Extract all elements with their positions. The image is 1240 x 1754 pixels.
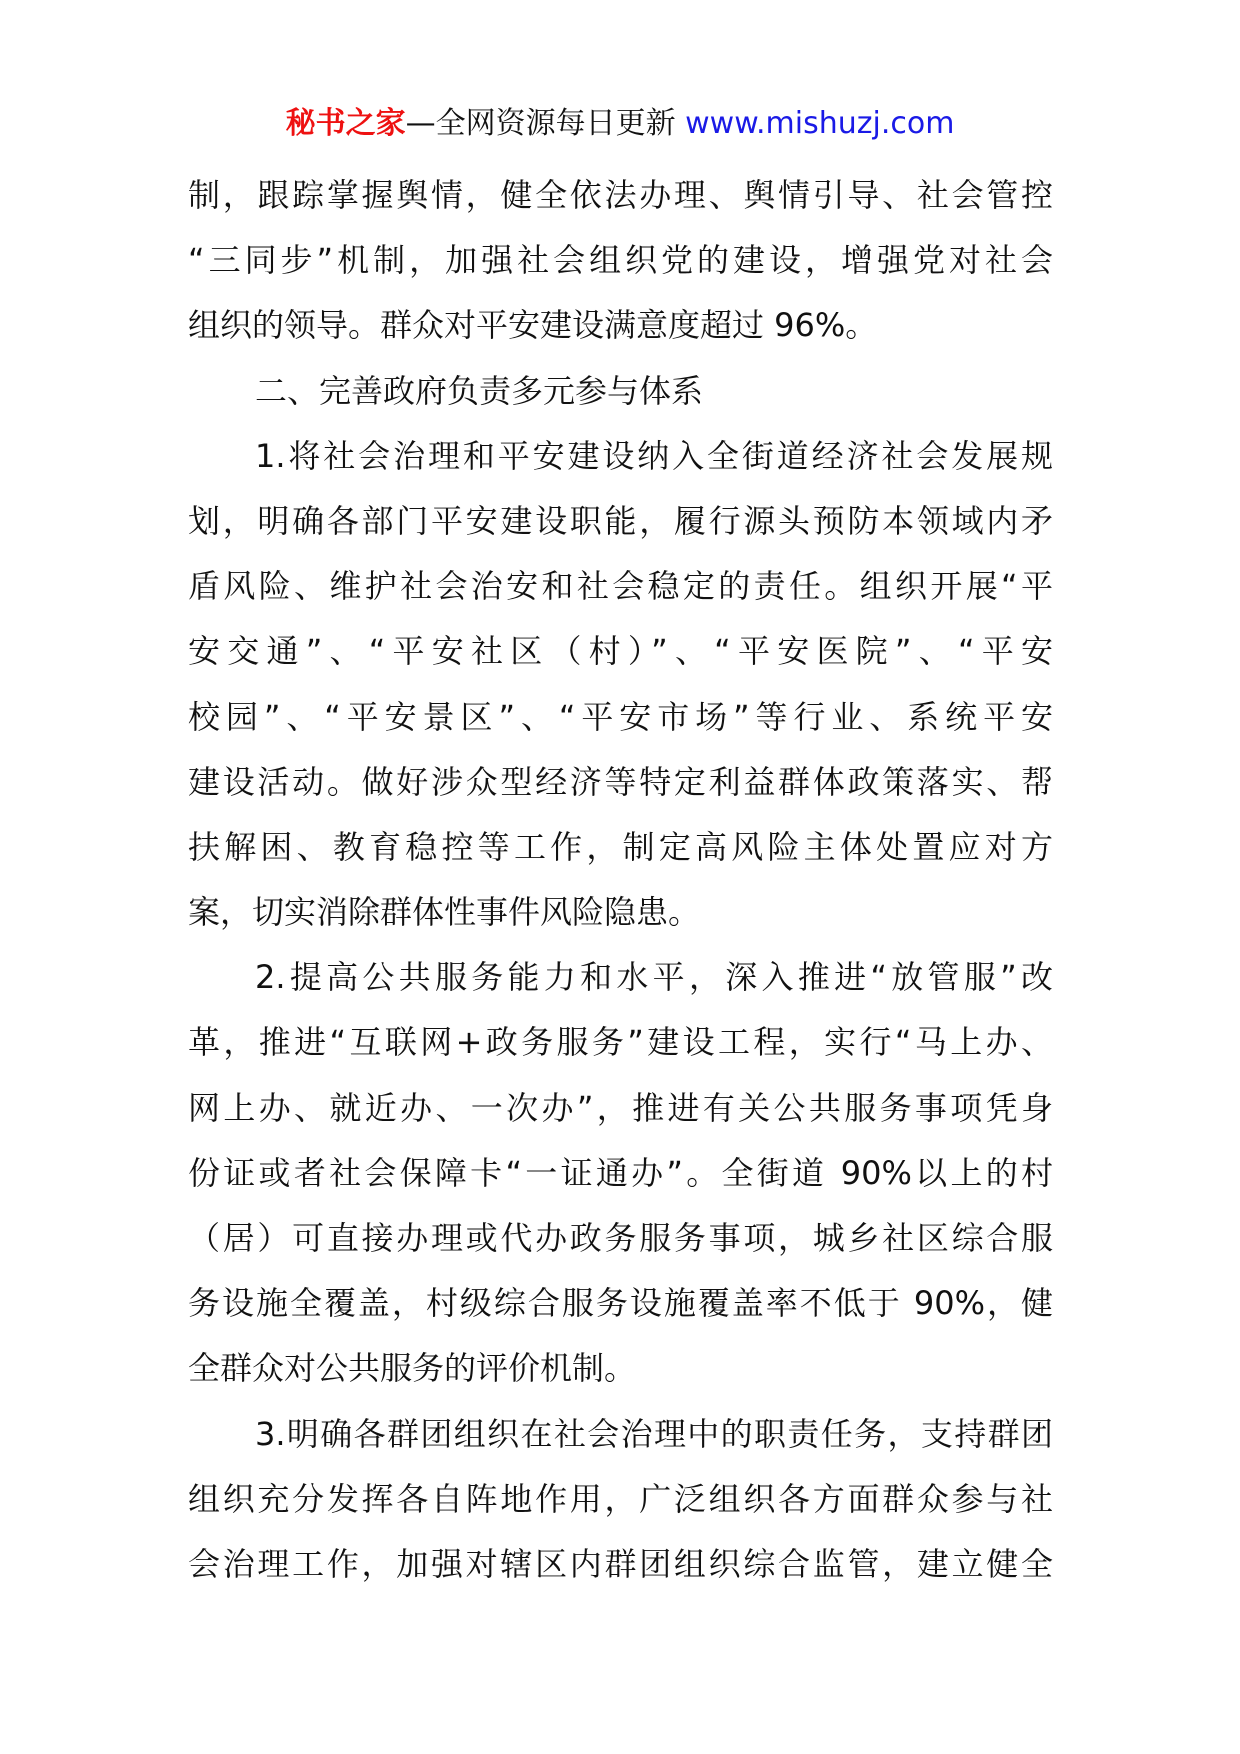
text-line: 网上办、就近办、一次办”，推进有关公共服务事项凭身 xyxy=(188,1088,1053,1127)
website-link[interactable]: www.mishuzj.com xyxy=(685,106,955,141)
text-line: 建设活动。做好涉众型经济等特定利益群体政策落实、帮 xyxy=(188,762,1053,801)
page-header xyxy=(0,102,1240,146)
text-line: 组织的领导。群众对平安建设满意度超过 96%。 xyxy=(188,306,878,345)
text-line: 务设施全覆盖，村级综合服务设施覆盖率不低于 90%，健 xyxy=(188,1284,1053,1323)
text-line: “三同步”机制，加强社会组织党的建设，增强党对社会 xyxy=(188,241,1053,280)
text-line: 3.明确各群团组织在社会治理中的职责任务，支持群团 xyxy=(255,1414,1053,1453)
text-line: 案，切实消除群体性事件风险隐患。 xyxy=(188,893,701,932)
text-line: 组织充分发挥各自阵地作用，广泛组织各方面群众参与社 xyxy=(188,1479,1053,1518)
text-line: 2.提高公共服务能力和水平，深入推进“放管服”改 xyxy=(255,958,1053,997)
document-body xyxy=(188,163,1053,1597)
section-heading: 二、完善政府负责多元参与体系 xyxy=(255,371,704,410)
text-line: （居）可直接办理或代办政务服务事项，城乡社区综合服 xyxy=(188,1219,1053,1257)
text-line: 安交通”、“平安社区（村）”、“平安医院”、“平安 xyxy=(188,632,1053,671)
brand-name: 秘书之家 xyxy=(285,106,406,141)
text-line: 革，推进“互联网+政务服务”建设工程，实行“马上办、 xyxy=(188,1023,1053,1062)
text-line: 划，明确各部门平安建设职能，履行源头预防本领域内矛 xyxy=(188,501,1053,540)
text-line: 份证或者社会保障卡“一证通办”。全街道 90%以上的村 xyxy=(188,1153,1053,1192)
text-line: 制，跟踪掌握舆情，健全依法办理、舆情引导、社会管控 xyxy=(188,176,1053,214)
text-line: 扶解困、教育稳控等工作，制定高风险主体处置应对方 xyxy=(188,827,1053,866)
text-line: 1.将社会治理和平安建设纳入全街道经济社会发展规 xyxy=(255,436,1053,475)
header-tagline: —全网资源每日更新 xyxy=(405,106,676,141)
text-line: 全群众对公共服务的评价机制。 xyxy=(188,1349,637,1388)
text-line: 会治理工作，加强对辖区内群团组织综合监管，建立健全 xyxy=(188,1544,1053,1583)
text-line: 盾风险、维护社会治安和社会稳定的责任。组织开展“平 xyxy=(188,567,1053,606)
text-line: 校园”、“平安景区”、“平安市场”等行业、系统平安 xyxy=(188,697,1053,736)
